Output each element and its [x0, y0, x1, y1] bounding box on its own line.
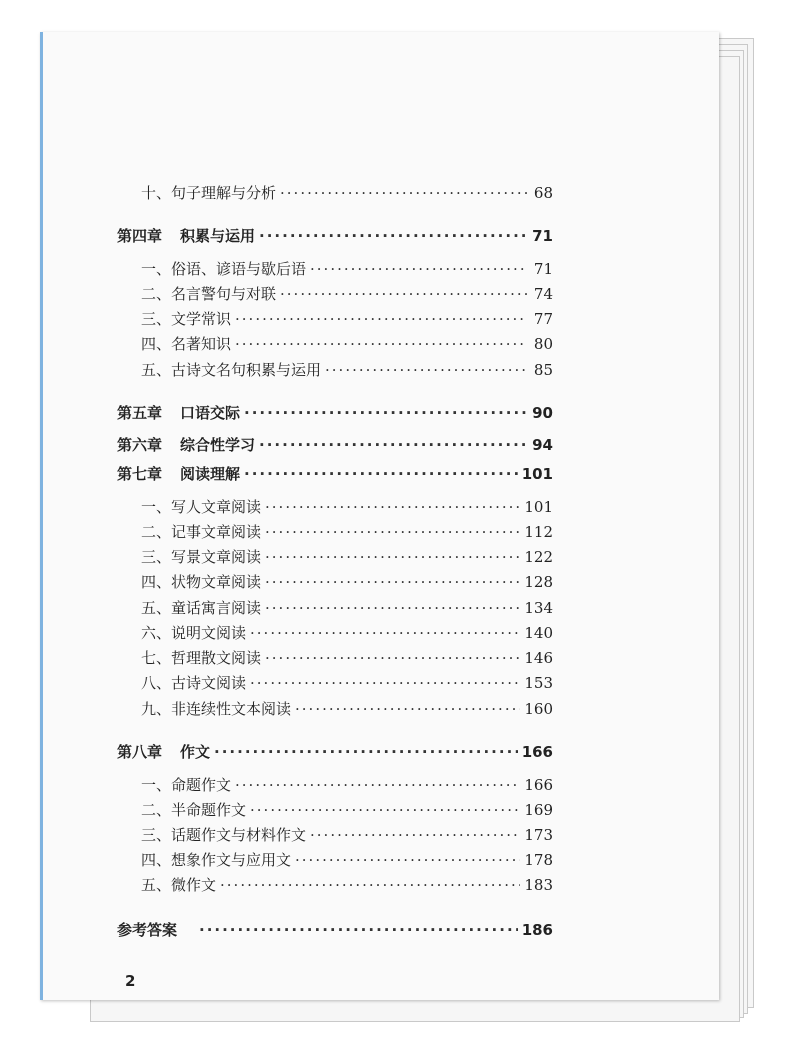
toc-section-label: 二、名言警句与对联 [141, 285, 277, 303]
toc-page-number: 134 [524, 599, 553, 617]
leader-dots [250, 624, 520, 642]
toc-section-label: 二、半命题作文 [141, 801, 247, 819]
toc-section-entry[interactable] [141, 698, 553, 719]
toc-chapter-title: 作文 [180, 743, 211, 761]
toc-section-label: 八、古诗文阅读 [141, 674, 247, 692]
toc-chapter-title: 阅读理解 [180, 465, 241, 483]
toc-page-number: 101 [524, 498, 553, 516]
toc-section-label: 六、说明文阅读 [141, 624, 247, 642]
toc-chapter-entry[interactable] [117, 434, 553, 455]
toc-section-label: 五、童话寓言阅读 [141, 599, 262, 617]
leader-dots [265, 548, 520, 566]
toc-chapter-number: 第八章 [117, 743, 163, 761]
toc-chapter-title: 积累与运用 [180, 227, 256, 245]
toc-page-number: 122 [524, 548, 553, 566]
toc-section-label: 五、古诗文名句积累与运用 [141, 361, 322, 379]
toc-chapter-entry[interactable] [117, 225, 553, 246]
toc-section-label: 一、写人文章阅读 [141, 498, 262, 516]
leader-dots [265, 649, 520, 667]
leader-dots [295, 700, 520, 718]
leader-dots [250, 674, 520, 692]
toc-chapter-entry[interactable] [117, 919, 553, 940]
leader-dots [280, 285, 527, 303]
toc-section-entry[interactable] [141, 647, 553, 668]
table-of-contents [43, 32, 719, 1000]
toc-section-entry[interactable] [141, 799, 553, 820]
leader-dots [214, 743, 518, 761]
leader-dots [325, 361, 527, 379]
toc-section-label: 一、俗语、谚语与歇后语 [141, 260, 307, 278]
toc-section-label: 三、话题作文与材料作文 [141, 826, 307, 844]
toc-page-number: 101 [521, 465, 553, 483]
toc-section-entry[interactable] [141, 622, 553, 643]
toc-section-label: 七、哲理散文阅读 [141, 649, 262, 667]
toc-page-number: 140 [524, 624, 553, 642]
leader-dots [265, 599, 520, 617]
toc-section-label: 四、名著知识 [141, 335, 232, 353]
toc-page-number: 80 [533, 335, 553, 353]
toc-chapter-label [117, 919, 195, 940]
toc-section-entry[interactable] [141, 283, 553, 304]
page-number: 2 [125, 972, 136, 990]
toc-chapter-entry[interactable] [117, 463, 553, 484]
toc-section-label: 三、写景文章阅读 [141, 548, 262, 566]
toc-chapter-label [117, 463, 240, 484]
toc-section-label: 三、文学常识 [141, 310, 232, 328]
toc-page-number: 90 [532, 404, 553, 422]
leader-dots [250, 801, 520, 819]
toc-page-number: 128 [524, 573, 553, 591]
toc-page-number: 112 [524, 523, 553, 541]
toc-section-entry[interactable] [141, 182, 553, 203]
toc-page-number: 71 [532, 227, 553, 245]
leader-dots [199, 921, 518, 939]
toc-section-entry[interactable] [141, 849, 553, 870]
toc-page-number: 173 [524, 826, 553, 844]
toc-page-number: 166 [521, 743, 553, 761]
toc-chapter-title: 口语交际 [180, 404, 241, 422]
leader-dots [244, 404, 527, 422]
toc-section-entry[interactable] [141, 597, 553, 618]
toc-section-label: 四、状物文章阅读 [141, 573, 262, 591]
toc-section-entry[interactable] [141, 308, 553, 329]
toc-page-number: 74 [533, 285, 553, 303]
toc-section-label: 二、记事文章阅读 [141, 523, 262, 541]
toc-page-number: 153 [524, 674, 553, 692]
toc-page-number: 85 [533, 361, 553, 379]
toc-section-entry[interactable] [141, 571, 553, 592]
leader-dots [259, 227, 527, 245]
toc-section-entry[interactable] [141, 672, 553, 693]
toc-section-label: 九、非连续性文本阅读 [141, 700, 292, 718]
toc-section-entry[interactable] [141, 874, 553, 895]
toc-page-number: 94 [532, 436, 553, 454]
leader-dots [220, 876, 520, 894]
toc-chapter-label [117, 225, 255, 246]
toc-section-entry[interactable] [141, 521, 553, 542]
toc-section-entry[interactable] [141, 774, 553, 795]
toc-chapter-number: 第六章 [117, 436, 163, 454]
toc-section-label: 十、句子理解与分析 [141, 184, 277, 202]
toc-chapter-entry[interactable] [117, 741, 553, 762]
toc-page-number: 183 [524, 876, 553, 894]
toc-page-number: 169 [524, 801, 553, 819]
toc-page-number: 77 [533, 310, 553, 328]
toc-section-entry[interactable] [141, 333, 553, 354]
toc-page-number: 68 [533, 184, 553, 202]
leader-dots [295, 851, 520, 869]
leader-dots [310, 260, 527, 278]
toc-chapter-label [117, 434, 255, 455]
toc-chapter-number: 第四章 [117, 227, 163, 245]
toc-section-entry[interactable] [141, 258, 553, 279]
leader-dots [259, 436, 527, 454]
leader-dots [235, 335, 527, 353]
toc-page-number: 166 [524, 776, 553, 794]
toc-section-entry[interactable] [141, 824, 553, 845]
leader-dots [265, 573, 520, 591]
leader-dots [310, 826, 520, 844]
toc-chapter-label [117, 402, 240, 423]
toc-page-number: 186 [521, 921, 553, 939]
toc-page-number: 146 [524, 649, 553, 667]
toc-section-label: 四、想象作文与应用文 [141, 851, 292, 869]
toc-chapter-entry[interactable] [117, 402, 553, 423]
leader-dots [235, 310, 527, 328]
leader-dots [280, 184, 527, 202]
toc-section-entry[interactable] [141, 496, 553, 517]
leader-dots [265, 523, 520, 541]
toc-chapter-title: 综合性学习 [180, 436, 256, 454]
book-page [40, 32, 719, 1000]
toc-chapter-number: 参考答案 [117, 921, 178, 939]
toc-section-label: 五、微作文 [141, 876, 217, 894]
toc-page-number: 160 [524, 700, 553, 718]
toc-section-label: 一、命题作文 [141, 776, 232, 794]
toc-section-entry[interactable] [141, 546, 553, 567]
toc-page-number: 178 [524, 851, 553, 869]
toc-chapter-number: 第七章 [117, 465, 163, 483]
toc-chapter-number: 第五章 [117, 404, 163, 422]
toc-section-entry[interactable] [141, 359, 553, 380]
leader-dots [235, 776, 520, 794]
leader-dots [244, 465, 518, 483]
toc-page-number: 71 [533, 260, 553, 278]
leader-dots [265, 498, 520, 516]
toc-chapter-label [117, 741, 210, 762]
